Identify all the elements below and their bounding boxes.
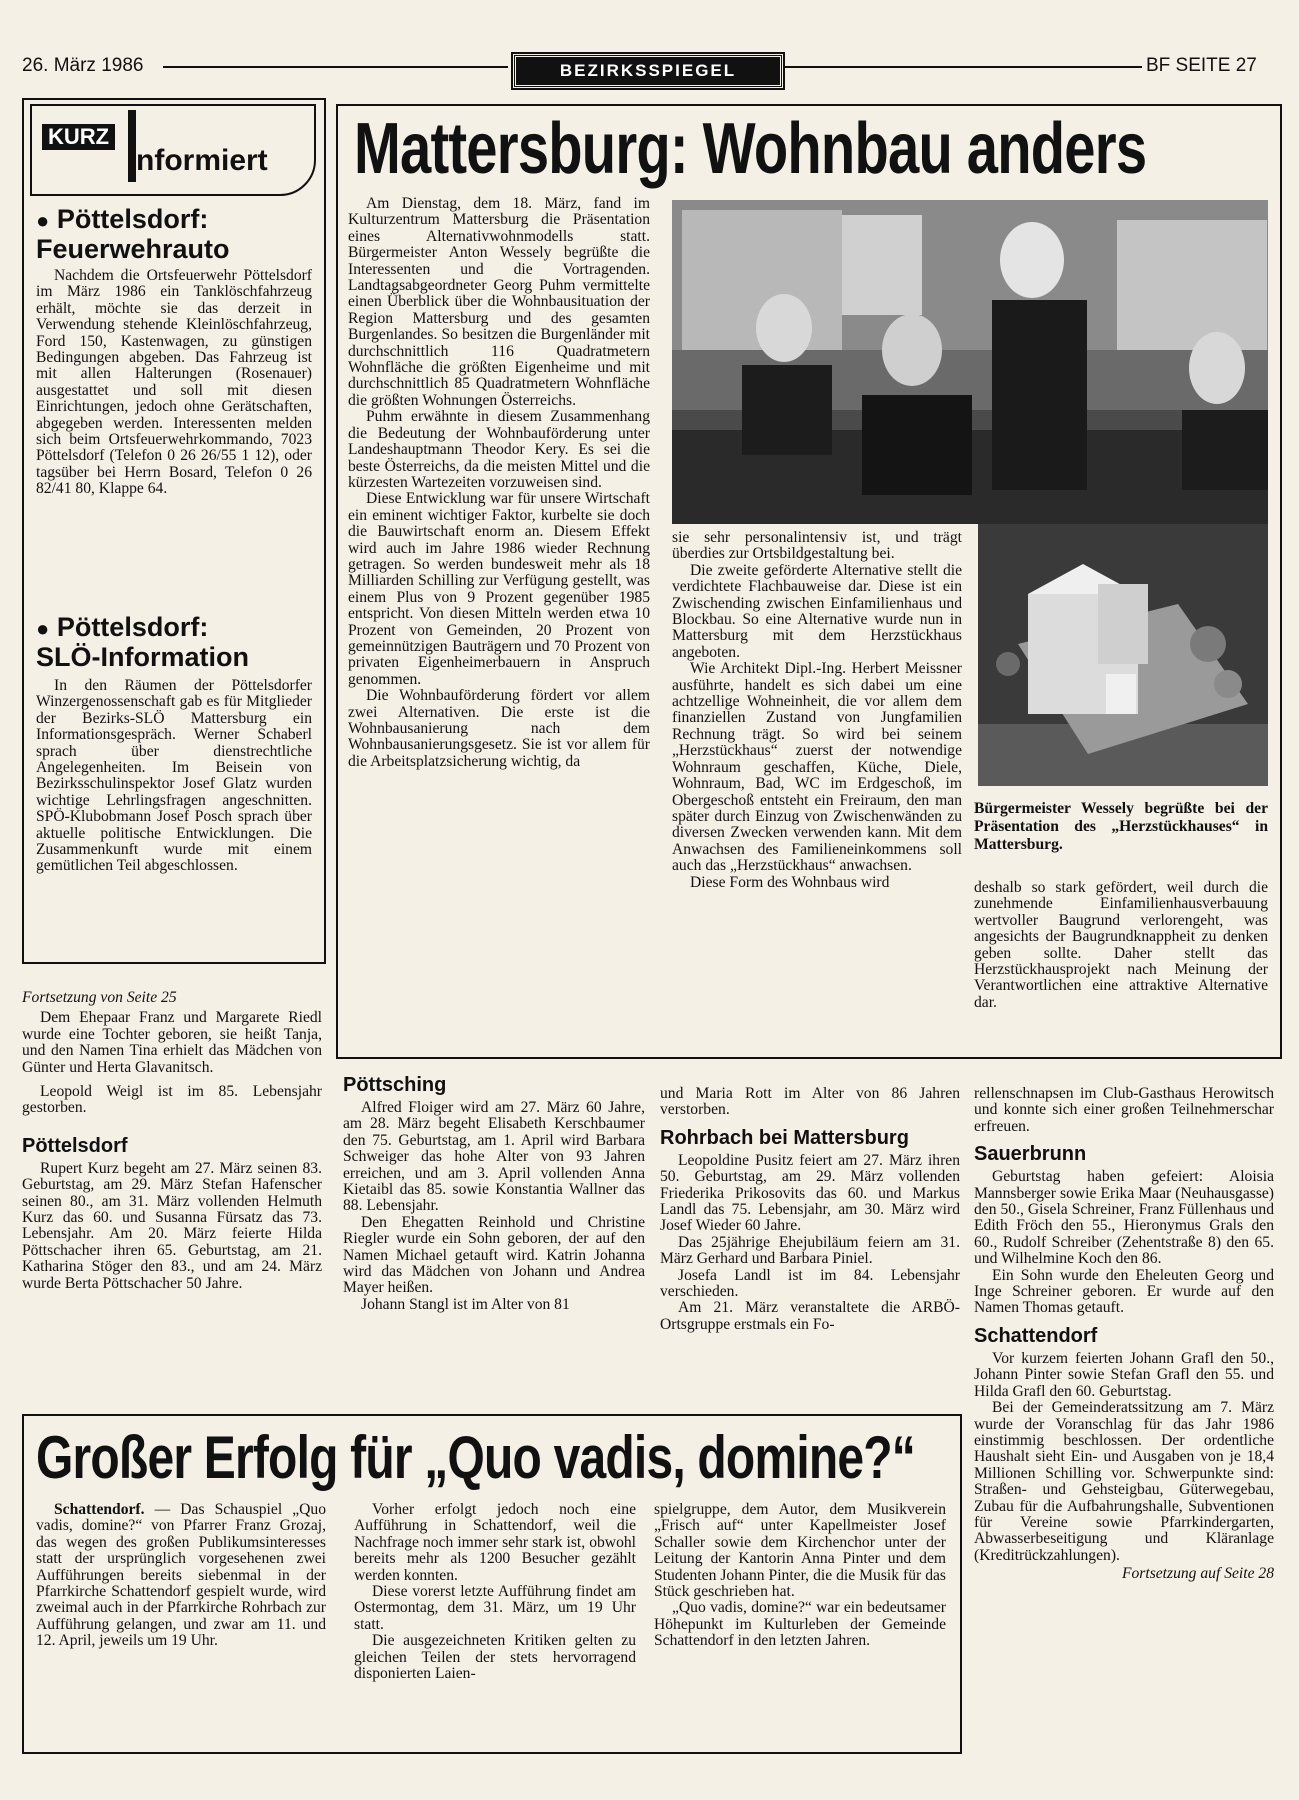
section-heading: Rohrbach bei Mattersburg	[660, 1126, 909, 1149]
section-heading: Pöttsching	[343, 1074, 447, 1096]
header-rule-right	[784, 66, 1142, 68]
quovadis-col2: Vorher erfolgt jedoch noch eine Aufführung in Schattendorf, weil die Nachfrage noch immer sehr stark ist, obwohl bereits mehr als 1200 Besucher gezählt werden konnten. Diese vorerst letzte Aufführung findet am Ostermontag, dem 31. März, um 19 Uhr statt. Die ausgezeichneten Kritiken gelten zu gleichen Teilen der stets hervorragend disponierten Laien-	[354, 1501, 636, 1683]
mattersburg-col2: sie sehr personalintensiv ist, und trägt überdies zur Ortsbildgestaltung bei. Die zweite geförderte Alternative stellt die verdichtete Flachbauweise dar. Diese ist ein Zwischending zwischen Einfamilienhaus und Blockbau. So eine Alternative wurde nun in Mattersburg mit dem Herzstückhaus angeboten. Wie Architekt Dipl.-Ing. Herbert Meissner ausführte, handelt es sich dabei um eine achtzellige Wohneinheit, die vor allem dem finanziellen Zustand von Jungfamilien Rechnung trägt. So wird bei seinem „Herzstückhaus“ zuerst der notwendige Wohnraum geschaffen, Küche, Diele, Wohnraum, Bad, WC im Erdgeschoß, im Obergeschoß entsteht ein Freiraum, den man später durch Einzug von Zwischenwänden zu diversen Zwecken verwenden kann. Mit dem Anwachsen des Familieneinkommens soll auch das „Herzstückhaus“ anwachsen. Diese Form des Wohnbaus wird	[672, 529, 962, 891]
logo-kurz: KURZ	[42, 124, 115, 150]
quovadis-col3: spielgruppe, dem Autor, dem Musikverein „Frisch auf“ unter Kapellmeister Josef Schaller sowie dem Kirchenchor unter der Leitung der Kantorin Anna Pinter und dem Studenten Johann Pinter, die die Musik für das Stück geschrieben hat. „Quo vadis, domine?“ war ein bedeutsamer Höhepunkt im Kulturleben der Gemeinde Schattendorf in den letzten Jahren.	[654, 1501, 946, 1650]
header-section: BEZIRKSSPIEGEL	[513, 54, 783, 88]
quovadis-col1: Schattendorf. — Das Schauspiel „Quo vadis, domine?“ von Pfarrer Franz Grozaj, das wegen des großen Publikumsinteresses statt der ursprünglich vorgesehenen zwei Aufführungen bereits siebenmal in der Pfarrkirche Schattendorf gespielt wurde, wird zweimal auch in der Pfarrkirche Rohrbach zur Aufführung gelangen, und zwar am 11. und 12. April, jeweils um 19 Uhr.	[36, 1501, 326, 1650]
paragraph: Dem Ehepaar Franz und Margarete Riedl wurde eine Tochter geboren, sie heißt Tanja, und den Namen Tina erhielt das Mädchen von Günter und Herta Glavanitsch.	[22, 1009, 322, 1076]
continuation-to: Fortsetzung auf Seite 28	[1121, 1565, 1274, 1583]
header-date: 26. März 1986	[22, 55, 144, 76]
paragraph: Rupert Kurz begeht am 27. März seinen 83. Geburtstag, am 29. März Stefan Hafenscher seinen 80., am 31. März vollenden Helmuth Kurz das 60. und Susanna Fürsatz das 73. Lebensjahr. Am 20. März feierte Hilda Pöttschacher ihren 65. Geburtstag, am 21. Katharina Stöger den 83., und am 24. März wurde Berta Pöttschacher 50 Jahre.	[22, 1159, 322, 1292]
photo-house-model	[978, 524, 1268, 786]
logo-i-stem	[128, 110, 136, 182]
col4-lower: rellenschnapsen im Club-Gasthaus Herowitsch und konnte sich einer großen Teilnehmerschar erfreuen. Sauerbrunn Geburtstag haben gefeiert: Aloisia Mannsberger sowie Erika Maar (Neuhausgasse) den 50., Gisela Schreiner, Franz Füllenhaus und Edith Fröch den 55., Hieronymus Grals den 60., Rudolf Schreiber (Zehentstraße 8) den 65. und Wilhelmine Koch den 86. Ein Sohn wurde den Eheleuten Georg und Inge Schreiner geboren. Er wurde auf den Namen Thomas getauft. Schattendorf Vor kurzem feierten Johann Grafl den 50., Johann Pinter sowie Stefan Grafl den 55. und Hilda Grafl den 60. Geburtstag. Bei der Gemeinderatssitzung am 7. März wurde der Voranschlag für das Jahr 1986 einstimmig beschlossen. Der ordentliche Haushalt sieht Ein- und Ausgaben von je 18,4 Millionen Schilling vor. Schwerpunkte sind: Straßen- und Gehsteigbau, Güterwegebau, Zubau für die Aufbahrungshalle, Subventionen für Vereine sowie Pfarrkindergarten, Abwasserbeseitigung und Kläranlage (Kreditrückzahlungen). Fortsetzung auf Seite 28	[974, 1085, 1274, 1583]
kurz-item-1-text: Nachdem die Ortsfeuerwehr Pöttelsdorf im März 1986 ein Tanklöschfahrzeug erhält, möchte sie das derzeit in Verwendung stehende Kleinlöschfahrzeug, Ford 150, Kastenwagen, zu günstigen Bedingungen abgeben. Das Fahrzeug ist mit allen Halterungen (Rosenauer) ausgestattet und soll mit diesen Einrichtungen, jedoch ohne Gerätschaften, abgegeben werden. Interessenten melden sich beim Ortsfeuerwehrkommando, 7023 Pöttelsdorf (Telefon 0 26 26/55 1 12), oder tagsüber bei Herrn Bosard, Telefon 0 26 82/41 80, Klappe 64.	[36, 267, 312, 498]
photo-presentation	[672, 200, 1268, 524]
col3-lower: und Maria Rott im Alter von 86 Jahren verstorben. Rohrbach bei Mattersburg Leopoldine Pusitz feiert am 27. März ihren 50. Geburtstag, am 29. März vollenden Friederika Prikosovits das 60. und Markus Landl das 75. Lebensjahr, am 30. März wird Josef Wieder 60 Jahre. Das 25jährige Ehejubiläum feiern am 31. März Gerhard und Barbara Piniel. Josefa Landl ist im 84. Lebensjahr verschieden. Am 21. März veranstaltete die ARBÖ-Ortsgruppe erstmals ein Fo-	[660, 1085, 960, 1333]
header-rule-left	[163, 66, 508, 68]
dateline: Schattendorf.	[54, 1501, 145, 1518]
kurz-item-1-title-a: ● Pöttelsdorf:	[36, 204, 209, 234]
section-heading: Sauerbrunn	[974, 1143, 1087, 1166]
kurz-informiert-logo	[30, 104, 316, 196]
kurz-item-2-text: In den Räumen der Pöttelsdorfer Winzergenossenschaft gab es für Mitglieder der Bezirks-SLÖ Mattersburg ein Informationsgespräch. Werner Schaberl sprach über dienstrechtliche Angelegenheiten. Im Beisein von Bezirksschulinspektor Josef Glatz wurden wichtige Lehrlingsfragen angeschnitten. SPÖ-Klubobmann Josef Posch sprach über aktuelle politische Entwicklungen. Die Zusammenkunft wurde mit einem gemütlichen Teil abgeschlossen.	[36, 677, 312, 875]
section-heading: Pöttelsdorf	[22, 1134, 128, 1157]
paragraph: Leopold Weigl ist im 85. Lebensjahr gestorben.	[22, 1083, 322, 1117]
kurz-item-2-title-a: ● Pöttelsdorf:	[36, 612, 209, 642]
photo-caption: Bürgermeister Wessely begrüßte bei der Präsentation des „Herzstückhauses“ in Mattersburg.	[974, 800, 1268, 853]
kurz-item-1	[36, 205, 312, 498]
col1-lower	[22, 990, 322, 1292]
kurz-item-2	[36, 613, 312, 875]
logo-informiert: nformiert	[136, 144, 268, 177]
kurz-item-2-title-b: SLÖ-Information	[36, 642, 249, 672]
section-heading: Schattendorf	[974, 1324, 1098, 1347]
kurz-item-1-title-b: Feuerwehrauto	[36, 234, 230, 264]
mattersburg-col3: deshalb so stark gefördert, weil durch die zunehmende Einfamilienhausverbauung wertvoller Baugrund verlorengeht, was angesichts der Baugrundknappheit zu denken geben sollte. Daher stellt das Herzstückhausprojekt nach Meinung der Verantwortlichen eine attraktive Alternative dar.	[974, 879, 1268, 1011]
mattersburg-headline: Mattersburg: Wohnbau anders	[354, 110, 1147, 189]
col2-lower: Pöttsching Alfred Floiger wird am 27. März 60 Jahre, am 28. März begeht Elisabeth Kerschbaumer den 75. Geburtstag, am 1. April wird Barbara Schweiger das hohe Alter von 93 Jahren erreichen, und am 3. April vollenden Anna Kietaibl das 85. sowie Konstantia Wallner das 88. Lebensjahr. Den Ehegatten Reinhold und Christine Riegler wurde ein Sohn geboren, der auf den Namen Michael getauft wird. Katrin Johanna wird das Mädchen von Johann und Andrea Mayer heißen. Johann Stangl ist im Alter von 81	[343, 1074, 645, 1313]
quovadis-headline: Großer Erfolg für „Quo vadis, domine?“	[36, 1424, 915, 1491]
header-page: BF SEITE 27	[1146, 55, 1257, 76]
mattersburg-col1: Am Dienstag, dem 18. März, fand im Kulturzentrum Mattersburg die Präsentation eines Alternativwohnmodells statt. Bürgermeister Anton Wessely begrüßte die Interessenten und die Vortragenden. Landtagsabgeordneter Georg Puhm vermittelte einen Überblick über die Wohnbausituation der Region Mattersburg und des gesamten Burgenlandes. So besitzen die Burgenländer mit durchschnittlich 116 Quadratmetern Wohnfläche die größten Eigenheime und mit durchschnittlich 85 Quadratmetern Wohnfläche die größten Wohnungen Österreichs. Puhm erwähnte in diesem Zusammenhang die Bedeutung der Wohnbauförderung unter Landeshauptmann Theodor Kery. Es sei die beste Österreichs, da die meisten Mittel und die kürzesten Wartezeiten vorzuweisen sind. Diese Entwicklung war für unsere Wirtschaft ein eminent wichtiger Faktor, kurbelte sie doch die Bauwirtschaft enorm an. Diesem Effekt wird auch im Jahre 1986 wieder Rechnung getragen. So werden bundesweit mehr als 18 Milliarden Schilling zur Verfügung gestellt, was einem Plus von 9 Prozent gegenüber 1985 entspricht. Von diesen Mitteln werden etwa 10 Prozent von Gemeinden, 20 Prozent von gemeinnützigen Bauträgern und 70 Prozent von privaten Eigenheimerbauern in Anspruch genommen. Die Wohnbauförderung fördert vor allem zwei Alternativen. Die erste ist die Wohnbausanierung nach dem Wohnbausanierungsgesetz. Sie ist vor allem für die Arbeitsplatzsicherung wichtig, da	[348, 195, 650, 770]
continuation-from: Fortsetzung von Seite 25	[22, 989, 177, 1006]
